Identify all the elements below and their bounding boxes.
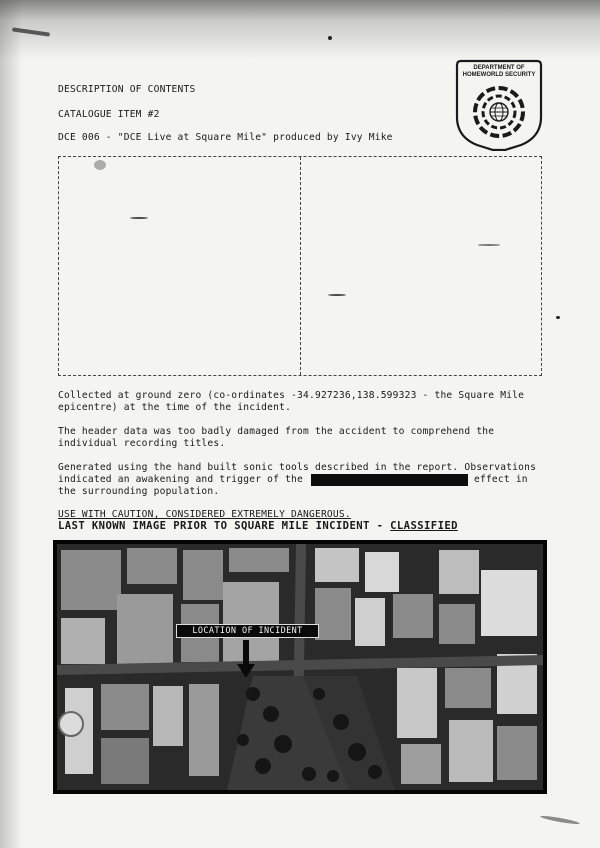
item-title: DCE 006 - "DCE Live at Square Mile" produced by Ivy Mike (58, 132, 393, 143)
paragraph-header-line-1: The header data was too badly damaged from the accident to comprehend the (58, 426, 495, 437)
paper-grime-top (0, 0, 600, 60)
globe-emblem-icon (475, 88, 523, 136)
ink-speck (556, 316, 560, 319)
image-heading-text: LAST KNOWN IMAGE PRIOR TO SQUARE MILE INCIDENT - (58, 520, 391, 532)
redaction-bar (311, 474, 468, 486)
image-heading (58, 520, 458, 532)
description-heading: DESCRIPTION OF CONTENTS (58, 84, 196, 95)
paragraph-generated-line-1: Generated using the hand built sonic tools described in the report. Observations (58, 462, 537, 473)
paragraph-generated-line-2b: effect in (474, 474, 528, 485)
contents-frame (58, 156, 542, 376)
seal-line-1: DEPARTMENT OF (473, 65, 525, 71)
aerial-photo (53, 540, 547, 794)
department-seal (455, 57, 543, 151)
seal-line-2: HOMEWORLD SECURITY (462, 72, 536, 78)
classified-label: CLASSIFIED (390, 520, 458, 532)
paper-grime-left (0, 0, 22, 848)
caution-notice: USE WITH CAUTION, CONSIDERED EXTREMELY DANGEROUS. (58, 509, 351, 520)
arrow-down-icon (236, 640, 256, 680)
paragraph-generated-line-2a: indicated an awakening and trigger of the (58, 474, 304, 485)
paragraph-header-line-2: individual recording titles. (58, 438, 226, 449)
incident-location-label: LOCATION OF INCIDENT (176, 624, 319, 638)
paragraph-collected-line-1: Collected at ground zero (co-ordinates -34.927236,138.599323 - the Square Mile (58, 390, 525, 401)
aerial-city-drawing (57, 544, 543, 790)
paragraph-generated-line-3: the surrounding population. (58, 486, 220, 497)
ink-speck (328, 36, 332, 40)
catalogue-item: CATALOGUE ITEM #2 (58, 109, 160, 120)
frame-divider (300, 157, 301, 375)
paragraph-collected-line-2: epicentre) at the time of the incident. (58, 402, 292, 413)
ink-speck (540, 815, 580, 826)
